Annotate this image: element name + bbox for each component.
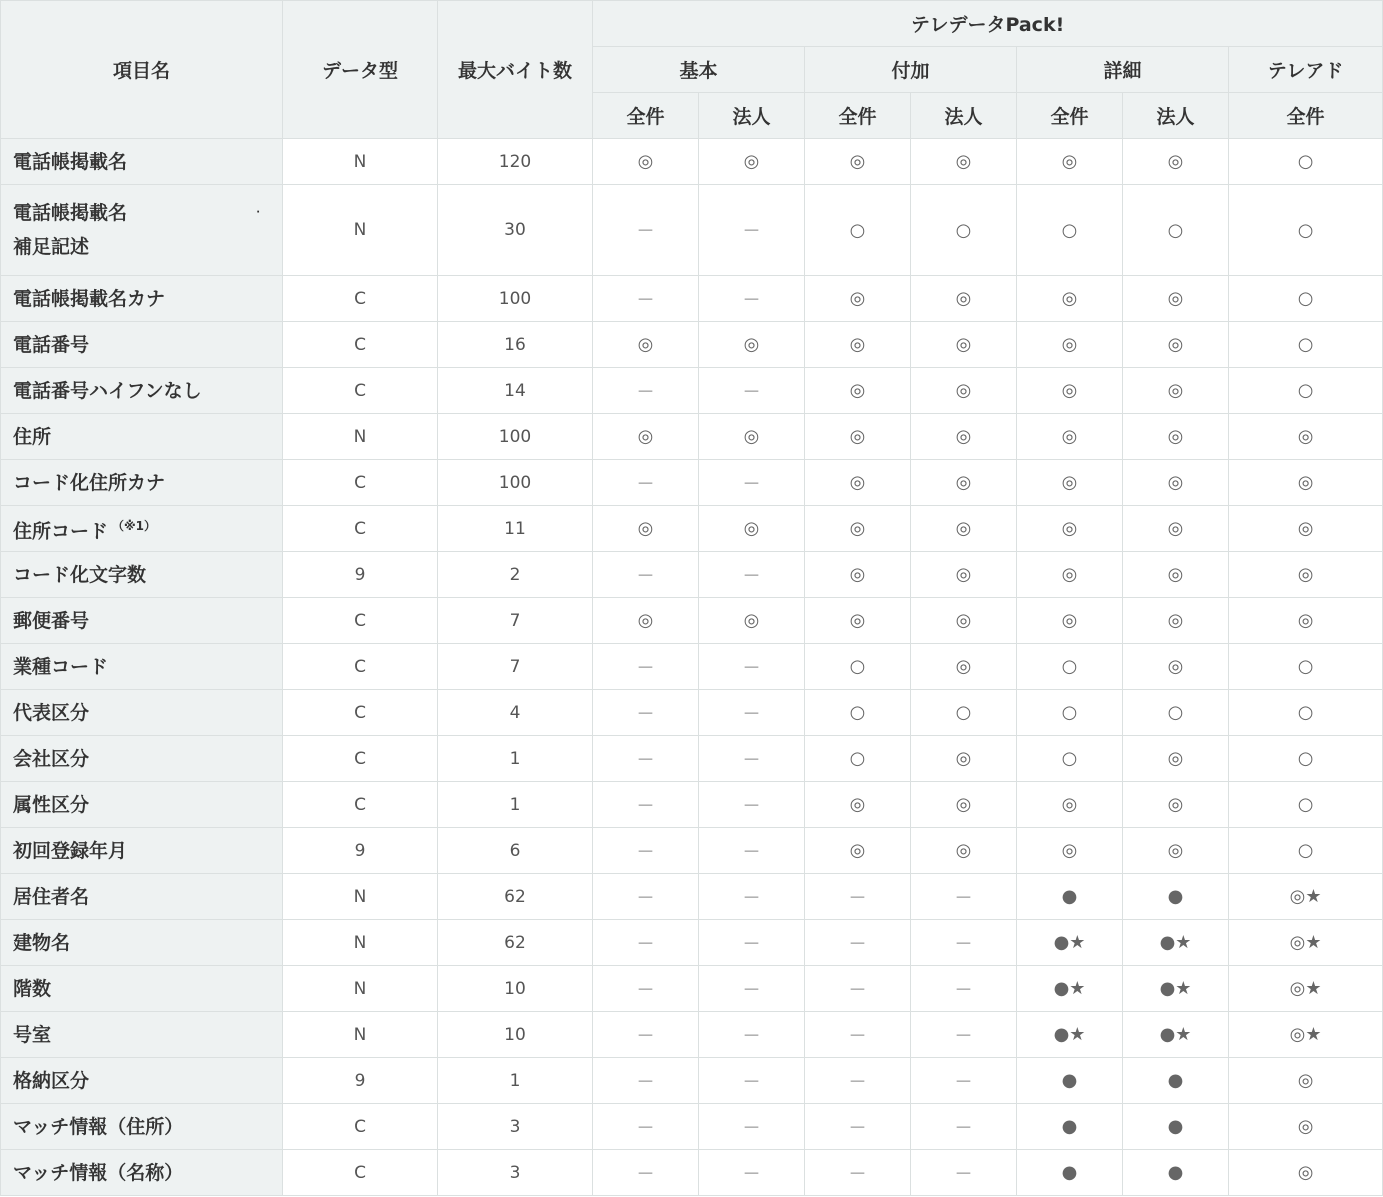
availability-mark: ◎ <box>1229 1104 1383 1150</box>
availability-mark: ◎ <box>1123 460 1229 506</box>
availability-mark: ○ <box>805 644 911 690</box>
item-name-text: 電話番号 <box>13 333 90 356</box>
availability-mark: ● <box>1017 1058 1123 1104</box>
availability-mark: ◎ <box>1229 598 1383 644</box>
availability-mark: － <box>593 368 699 414</box>
header-subcol: 全件 <box>805 93 911 139</box>
availability-mark: － <box>699 736 805 782</box>
row-data-type: C <box>283 1150 438 1196</box>
availability-mark: ◎ <box>1123 782 1229 828</box>
availability-mark: － <box>593 185 699 276</box>
availability-mark: ●★ <box>1123 1012 1229 1058</box>
row-item-name <box>1 874 283 920</box>
item-name-text: 業種コード <box>13 655 109 678</box>
dot-mark: · <box>256 207 260 218</box>
availability-mark: ◎ <box>911 736 1017 782</box>
availability-mark: ◎ <box>1229 506 1383 552</box>
availability-mark: ○ <box>1017 644 1123 690</box>
availability-mark: ○ <box>805 690 911 736</box>
availability-mark: ◎ <box>1123 139 1229 185</box>
availability-mark: ○ <box>805 185 911 276</box>
row-item-name <box>1 185 283 276</box>
row-max-bytes: 30 <box>438 185 593 276</box>
availability-mark: ◎ <box>805 552 911 598</box>
row-data-type: 9 <box>283 552 438 598</box>
availability-mark: ◎ <box>593 322 699 368</box>
row-item-name <box>1 460 283 506</box>
row-item-name <box>1 139 283 185</box>
row-max-bytes: 100 <box>438 460 593 506</box>
table-row <box>1 185 1383 276</box>
row-max-bytes: 1 <box>438 782 593 828</box>
item-name-text: 初回登録年月 <box>13 839 128 862</box>
availability-mark: － <box>593 1012 699 1058</box>
row-max-bytes: 11 <box>438 506 593 552</box>
availability-mark: － <box>911 920 1017 966</box>
header-subgroup: 詳細 <box>1017 47 1229 93</box>
availability-mark: ◎ <box>805 460 911 506</box>
availability-mark: ○ <box>1229 736 1383 782</box>
table-row <box>1 874 1383 920</box>
item-name-text: コード化住所カナ <box>13 471 166 494</box>
availability-mark: － <box>911 1150 1017 1196</box>
availability-mark: ○ <box>1017 736 1123 782</box>
availability-mark: ◎ <box>1229 1058 1383 1104</box>
availability-mark: － <box>699 1104 805 1150</box>
table-row <box>1 460 1383 506</box>
availability-mark: ◎ <box>911 368 1017 414</box>
table-row <box>1 414 1383 460</box>
header-subgroup: 付加 <box>805 47 1017 93</box>
availability-mark: － <box>699 1058 805 1104</box>
availability-mark: － <box>593 920 699 966</box>
header-subcol: 法人 <box>1123 93 1229 139</box>
row-max-bytes: 6 <box>438 828 593 874</box>
row-max-bytes: 10 <box>438 966 593 1012</box>
row-max-bytes: 2 <box>438 552 593 598</box>
availability-mark: － <box>593 644 699 690</box>
row-item-name <box>1 598 283 644</box>
row-item-name <box>1 1012 283 1058</box>
item-name-text: 電話番号ハイフンなし <box>13 379 202 402</box>
header-subcol: 全件 <box>593 93 699 139</box>
availability-mark: ◎ <box>805 139 911 185</box>
row-data-type: C <box>283 598 438 644</box>
availability-mark: ○ <box>1229 185 1383 276</box>
header-data-type: データ型 <box>283 1 438 139</box>
availability-mark: － <box>593 460 699 506</box>
availability-mark: ◎ <box>1017 460 1123 506</box>
item-name-text: 電話帳掲載名 <box>13 202 128 224</box>
item-name-text: コード化文字数 <box>13 563 147 586</box>
availability-mark: ◎ <box>1017 506 1123 552</box>
availability-mark: ◎ <box>593 139 699 185</box>
availability-mark: ◎ <box>911 552 1017 598</box>
availability-mark: ◎ <box>911 644 1017 690</box>
table-row <box>1 1058 1383 1104</box>
availability-mark: ● <box>1123 874 1229 920</box>
availability-mark: － <box>699 644 805 690</box>
table-row <box>1 276 1383 322</box>
row-data-type: C <box>283 276 438 322</box>
availability-mark: － <box>699 966 805 1012</box>
availability-mark: － <box>699 920 805 966</box>
footnote-ref: （※1） <box>112 518 157 533</box>
table-row <box>1 1150 1383 1196</box>
availability-mark: ○ <box>1017 690 1123 736</box>
availability-mark: ◎ <box>699 506 805 552</box>
availability-mark: ◎ <box>805 322 911 368</box>
availability-mark: ◎ <box>805 782 911 828</box>
availability-mark: ◎ <box>911 460 1017 506</box>
availability-mark: ◎ <box>1123 368 1229 414</box>
row-data-type: C <box>283 736 438 782</box>
availability-mark: － <box>805 874 911 920</box>
row-max-bytes: 14 <box>438 368 593 414</box>
availability-mark: － <box>805 1012 911 1058</box>
availability-mark: ◎ <box>1123 552 1229 598</box>
availability-mark: － <box>805 1058 911 1104</box>
table-row <box>1 736 1383 782</box>
table-row <box>1 920 1383 966</box>
availability-mark: ● <box>1017 1150 1123 1196</box>
row-item-name <box>1 736 283 782</box>
availability-mark: ◎★ <box>1229 966 1383 1012</box>
row-max-bytes: 16 <box>438 322 593 368</box>
availability-mark: ◎ <box>911 598 1017 644</box>
availability-mark: ◎ <box>911 139 1017 185</box>
availability-mark: ◎ <box>805 506 911 552</box>
availability-mark: ◎ <box>1123 414 1229 460</box>
availability-mark: － <box>911 1058 1017 1104</box>
item-name-text: 格納区分 <box>13 1069 90 1092</box>
row-item-name <box>1 414 283 460</box>
availability-mark: － <box>593 690 699 736</box>
availability-mark: ○ <box>911 690 1017 736</box>
row-item-name <box>1 644 283 690</box>
availability-mark: ○ <box>1229 782 1383 828</box>
row-data-type: C <box>283 460 438 506</box>
availability-mark: ◎ <box>699 414 805 460</box>
availability-mark: ○ <box>1229 690 1383 736</box>
availability-mark: ○ <box>1123 690 1229 736</box>
row-max-bytes: 62 <box>438 920 593 966</box>
availability-mark: － <box>593 552 699 598</box>
availability-mark: ● <box>1017 874 1123 920</box>
availability-mark: － <box>593 828 699 874</box>
availability-mark: ◎★ <box>1229 920 1383 966</box>
header-subgroup: 基本 <box>593 47 805 93</box>
availability-mark: ●★ <box>1123 966 1229 1012</box>
table-row <box>1 782 1383 828</box>
table-row <box>1 690 1383 736</box>
item-name-text: 電話帳掲載名カナ <box>13 287 166 310</box>
availability-mark: ◎ <box>1229 552 1383 598</box>
availability-mark: ○ <box>1229 322 1383 368</box>
availability-mark: ◎ <box>1229 1150 1383 1196</box>
availability-mark: － <box>699 690 805 736</box>
availability-mark: ○ <box>1229 368 1383 414</box>
header-subcol: 法人 <box>699 93 805 139</box>
header-item-name: 項目名 <box>1 1 283 139</box>
header-group-title: テレデータPack! <box>593 1 1383 47</box>
availability-mark: ◎ <box>1229 414 1383 460</box>
availability-mark: － <box>699 552 805 598</box>
availability-mark: ●★ <box>1017 966 1123 1012</box>
availability-mark: ◎ <box>1123 644 1229 690</box>
availability-mark: － <box>911 1012 1017 1058</box>
table-row <box>1 644 1383 690</box>
availability-mark: ◎ <box>1017 368 1123 414</box>
availability-mark: － <box>699 368 805 414</box>
item-name-text-line2: 補足記述 <box>13 236 90 258</box>
availability-mark: － <box>805 1150 911 1196</box>
availability-mark: ◎ <box>1017 276 1123 322</box>
row-data-type: C <box>283 690 438 736</box>
header-subcol: 法人 <box>911 93 1017 139</box>
availability-mark: ◎ <box>805 598 911 644</box>
availability-mark: ◎ <box>593 506 699 552</box>
header-subcol: 全件 <box>1229 93 1383 139</box>
item-name-text: 住所 <box>13 425 52 448</box>
availability-mark: ● <box>1123 1150 1229 1196</box>
table-row <box>1 1104 1383 1150</box>
row-item-name <box>1 1104 283 1150</box>
availability-mark: － <box>699 874 805 920</box>
availability-mark: ◎ <box>1123 322 1229 368</box>
table-row <box>1 552 1383 598</box>
availability-mark: ◎ <box>1123 276 1229 322</box>
row-item-name <box>1 782 283 828</box>
availability-mark: ◎ <box>911 782 1017 828</box>
availability-mark: － <box>911 874 1017 920</box>
row-max-bytes: 10 <box>438 1012 593 1058</box>
availability-mark: － <box>911 966 1017 1012</box>
availability-mark: ○ <box>1123 185 1229 276</box>
availability-mark: － <box>593 1104 699 1150</box>
row-item-name <box>1 966 283 1012</box>
availability-mark: ◎ <box>805 828 911 874</box>
row-item-name <box>1 368 283 414</box>
availability-mark: ◎ <box>1123 598 1229 644</box>
table-row <box>1 598 1383 644</box>
availability-mark: － <box>699 460 805 506</box>
row-data-type: 9 <box>283 1058 438 1104</box>
table-row <box>1 966 1383 1012</box>
row-item-name <box>1 1150 283 1196</box>
row-item-name <box>1 690 283 736</box>
table-row <box>1 1012 1383 1058</box>
availability-mark: ◎ <box>1017 552 1123 598</box>
item-name-text: 電話帳掲載名 <box>13 150 128 173</box>
availability-mark: ○ <box>1229 276 1383 322</box>
row-data-type: N <box>283 966 438 1012</box>
availability-mark: ◎ <box>1017 782 1123 828</box>
table-body <box>1 139 1383 1196</box>
item-name-text: 郵便番号 <box>13 609 90 632</box>
availability-mark: ◎ <box>805 414 911 460</box>
availability-mark: ◎ <box>911 414 1017 460</box>
row-max-bytes: 3 <box>438 1150 593 1196</box>
item-name-text: 属性区分 <box>13 793 90 816</box>
row-data-type: C <box>283 506 438 552</box>
availability-mark: － <box>699 828 805 874</box>
row-data-type: C <box>283 1104 438 1150</box>
availability-mark: ◎ <box>699 598 805 644</box>
availability-mark: ◎ <box>911 828 1017 874</box>
item-name-text: マッチ情報（名称） <box>13 1161 184 1184</box>
header-subgroup: テレアド <box>1229 47 1383 93</box>
row-max-bytes: 120 <box>438 139 593 185</box>
availability-mark: ◎ <box>1123 828 1229 874</box>
row-item-name <box>1 552 283 598</box>
row-max-bytes: 7 <box>438 644 593 690</box>
availability-mark: ◎ <box>1017 139 1123 185</box>
row-max-bytes: 4 <box>438 690 593 736</box>
availability-mark: － <box>699 276 805 322</box>
availability-mark: － <box>805 1104 911 1150</box>
availability-mark: ●★ <box>1017 1012 1123 1058</box>
availability-mark: ○ <box>1017 185 1123 276</box>
table-row <box>1 322 1383 368</box>
row-item-name <box>1 920 283 966</box>
row-max-bytes: 7 <box>438 598 593 644</box>
row-data-type: N <box>283 920 438 966</box>
availability-mark: ●★ <box>1017 920 1123 966</box>
availability-mark: ◎ <box>1017 828 1123 874</box>
availability-mark: － <box>805 966 911 1012</box>
row-max-bytes: 3 <box>438 1104 593 1150</box>
availability-mark: ◎★ <box>1229 874 1383 920</box>
row-data-type: N <box>283 139 438 185</box>
row-max-bytes: 1 <box>438 1058 593 1104</box>
item-name-text: 住所コード <box>13 520 109 543</box>
availability-mark: ● <box>1123 1104 1229 1150</box>
table-row <box>1 506 1383 552</box>
availability-mark: ◎ <box>1017 598 1123 644</box>
header-max-bytes: 最大バイト数 <box>438 1 593 139</box>
availability-mark: ◎ <box>699 139 805 185</box>
availability-mark: ◎ <box>805 276 911 322</box>
row-data-type: C <box>283 368 438 414</box>
availability-mark: － <box>593 1058 699 1104</box>
availability-mark: ○ <box>1229 644 1383 690</box>
availability-mark: － <box>699 1012 805 1058</box>
availability-mark: ◎ <box>593 414 699 460</box>
availability-mark: ◎ <box>1123 506 1229 552</box>
availability-mark: ◎ <box>1017 322 1123 368</box>
availability-mark: ◎ <box>699 322 805 368</box>
availability-mark: ○ <box>805 736 911 782</box>
availability-mark: ◎★ <box>1229 1012 1383 1058</box>
availability-mark: － <box>593 276 699 322</box>
row-item-name <box>1 828 283 874</box>
availability-mark: ◎ <box>911 276 1017 322</box>
availability-mark: ◎ <box>805 368 911 414</box>
availability-mark: ●★ <box>1123 920 1229 966</box>
availability-mark: － <box>911 1104 1017 1150</box>
availability-mark: ◎ <box>593 598 699 644</box>
availability-mark: － <box>699 185 805 276</box>
row-item-name <box>1 276 283 322</box>
table-row <box>1 828 1383 874</box>
row-max-bytes: 1 <box>438 736 593 782</box>
availability-mark: － <box>593 782 699 828</box>
availability-mark: － <box>593 1150 699 1196</box>
item-name-text: 建物名 <box>13 931 71 954</box>
availability-mark: － <box>593 736 699 782</box>
availability-mark: ○ <box>1229 828 1383 874</box>
table-row <box>1 139 1383 185</box>
row-data-type: N <box>283 874 438 920</box>
row-max-bytes: 100 <box>438 276 593 322</box>
row-item-name <box>1 506 283 552</box>
item-name-text: 会社区分 <box>13 747 90 770</box>
item-name-text: 代表区分 <box>13 701 90 724</box>
row-item-name <box>1 1058 283 1104</box>
availability-mark: ◎ <box>911 322 1017 368</box>
table-row <box>1 368 1383 414</box>
availability-mark: ◎ <box>1123 736 1229 782</box>
item-name-text: 階数 <box>13 977 52 1000</box>
row-data-type: N <box>283 414 438 460</box>
availability-mark: ○ <box>1229 139 1383 185</box>
row-max-bytes: 100 <box>438 414 593 460</box>
row-data-type: 9 <box>283 828 438 874</box>
row-data-type: N <box>283 185 438 276</box>
row-item-name <box>1 322 283 368</box>
availability-mark: － <box>699 1150 805 1196</box>
availability-mark: ◎ <box>1017 414 1123 460</box>
availability-mark: － <box>593 874 699 920</box>
availability-mark: － <box>805 920 911 966</box>
availability-mark: － <box>699 782 805 828</box>
availability-mark: ○ <box>911 185 1017 276</box>
item-name-text: 号室 <box>13 1023 52 1046</box>
row-data-type: N <box>283 1012 438 1058</box>
row-data-type: C <box>283 322 438 368</box>
header-subcol: 全件 <box>1017 93 1123 139</box>
availability-mark: ◎ <box>911 506 1017 552</box>
availability-mark: ● <box>1123 1058 1229 1104</box>
item-name-text: マッチ情報（住所） <box>13 1115 184 1138</box>
availability-mark: ● <box>1017 1104 1123 1150</box>
item-name-text: 居住者名 <box>13 885 90 908</box>
row-data-type: C <box>283 782 438 828</box>
availability-mark: － <box>593 966 699 1012</box>
row-data-type: C <box>283 644 438 690</box>
availability-mark: ◎ <box>1229 460 1383 506</box>
row-max-bytes: 62 <box>438 874 593 920</box>
